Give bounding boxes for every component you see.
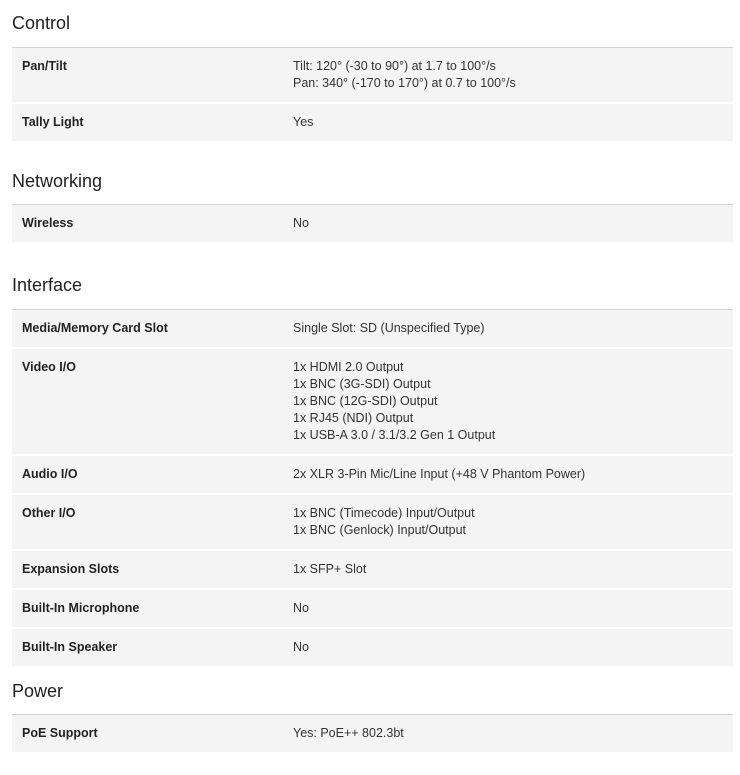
spec-value [293,310,733,349]
spec-value [293,715,733,753]
spec-name: Built-In Microphone [22,601,140,615]
spec-value-line: 1x BNC (Genlock) Input/Output [293,523,466,537]
spec-name: Pan/Tilt [22,59,67,73]
spec-name: Wireless [22,216,74,230]
spec-name: Audio I/O [22,467,78,481]
spec-value-line: 1x BNC (Timecode) Input/Output [293,506,475,520]
spec-name: Other I/O [22,506,76,520]
spec-name: Built-In Speaker [22,640,118,654]
spec-value [293,205,733,243]
spec-name: Video I/O [22,360,76,374]
spec-name: Tally Light [22,115,84,129]
spec-table [12,714,733,752]
spec-name: Expansion Slots [22,562,120,576]
spec-value-line: Pan: 340° (-170 to 170°) at 0.7 to 100°/s [293,76,516,90]
spec-table [12,204,733,242]
section-power [12,679,733,752]
spec-value-line: Yes: PoE++ 802.3bt [293,726,404,740]
spec-value [293,103,733,141]
section-interface [12,273,733,666]
spec-row-tally-light [12,103,733,141]
spec-name: Media/Memory Card Slot [22,321,168,335]
spec-value [293,494,733,550]
spec-row-other-io [12,494,733,550]
spec-value-line: 2x XLR 3-Pin Mic/Line Input (+48 V Phantom Power) [293,467,586,481]
spec-value-line: 1x RJ45 (NDI) Output [293,411,414,425]
spec-value [293,455,733,494]
spec-row-built-in-speaker [12,628,733,666]
section-title: Control [12,13,71,33]
spec-value-line: 1x BNC (12G-SDI) Output [293,394,438,408]
spec-table [12,309,733,666]
spec-row-poe-support [12,715,733,753]
spec-value-line: Single Slot: SD (Unspecified Type) [293,321,485,335]
spec-value-line: No [293,601,309,615]
spec-value-line: No [293,640,309,654]
spec-row-built-in-microphone [12,589,733,628]
spec-row-wireless [12,205,733,243]
spec-value-line: 1x HDMI 2.0 Output [293,360,404,374]
spec-value-line: 1x BNC (3G-SDI) Output [293,377,431,391]
spec-value-line: 1x USB-A 3.0 / 3.1/3.2 Gen 1 Output [293,428,496,442]
spec-value [293,48,733,104]
spec-value-line: 1x SFP+ Slot [293,562,367,576]
spec-value-line: No [293,216,309,230]
spec-value [293,550,733,589]
spec-table [12,47,733,141]
spec-row-pan-tilt [12,48,733,104]
section-title: Power [12,681,64,701]
section-networking [12,169,733,242]
spec-row-media-memory-card-slot [12,310,733,349]
spec-value [293,589,733,628]
spec-value [293,348,733,455]
spec-value-line: Yes [293,115,314,129]
spec-value [293,628,733,666]
spec-row-video-io [12,348,733,455]
spec-row-expansion-slots [12,550,733,589]
section-title: Interface [12,275,83,295]
spec-row-audio-io [12,455,733,494]
section-control [12,11,733,141]
spec-value-line: Tilt: 120° (-30 to 90°) at 1.7 to 100°/s [293,59,496,73]
spec-name: PoE Support [22,726,98,740]
section-title: Networking [12,171,103,191]
